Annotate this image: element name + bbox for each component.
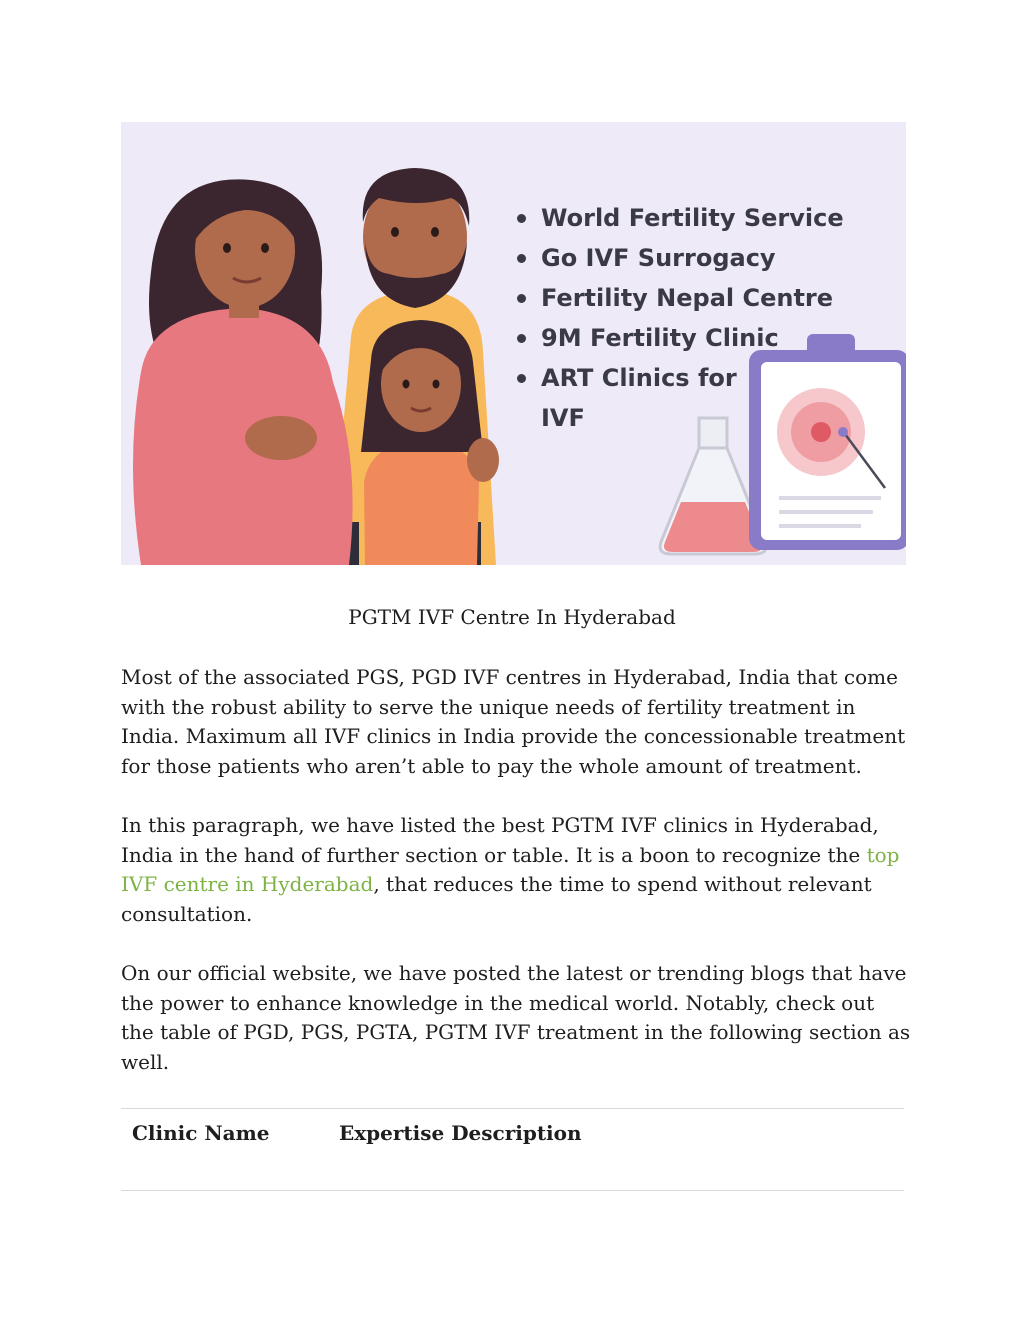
mother-figure	[133, 179, 353, 565]
bullet-item: World Fertility Service	[513, 198, 844, 238]
paragraph-clinics	[121, 811, 911, 929]
bullet-item-line2: IVF	[541, 404, 585, 432]
paragraph-intro: Most of the associated PGS, PGD IVF centres in Hyderabad, India that come with the robust ability to serve the unique needs of fertility treatment in India. Maximum all IVF clinics in India provide the concessionable treatment for those patients who aren’t able to pay the whole amount of treatment.	[121, 665, 906, 778]
table-bottom-divider	[121, 1190, 904, 1191]
hero-banner-image	[121, 122, 906, 565]
bullet-item: Go IVF Surrogacy	[513, 238, 844, 278]
paragraph-clinics-text-before: In this paragraph, we have listed the best PGTM IVF clinics in Hyderabad, India in the hand of further section or table. It is a boon to recognize the	[121, 813, 879, 867]
table-header-clinic-name: Clinic Name	[132, 1121, 270, 1145]
paragraph-clinics-text-after: , that reduces the time to spend without relevant consultation.	[121, 872, 872, 926]
top-ivf-centre-link[interactable]: top IVF centre in Hyderabad	[121, 842, 900, 896]
table-header-expertise-description: Expertise Description	[339, 1121, 582, 1145]
bullet-item: 9M Fertility Clinic	[513, 318, 844, 358]
clinic-bullet-list	[513, 198, 844, 438]
table-top-divider	[121, 1108, 904, 1109]
image-caption: PGTM IVF Centre In Hyderabad	[348, 605, 676, 629]
bullet-item-line1: ART Clinics for	[541, 364, 737, 392]
bullet-item	[513, 358, 844, 438]
paragraph-website: On our official website, we have posted the latest or trending blogs that have the power to enhance knowledge in the medical world. Notably, check out the table of PGD, PGS, PGTA, PGTM IVF treatment in the following section as well.	[121, 961, 911, 1074]
bullet-item: Fertility Nepal Centre	[513, 278, 844, 318]
